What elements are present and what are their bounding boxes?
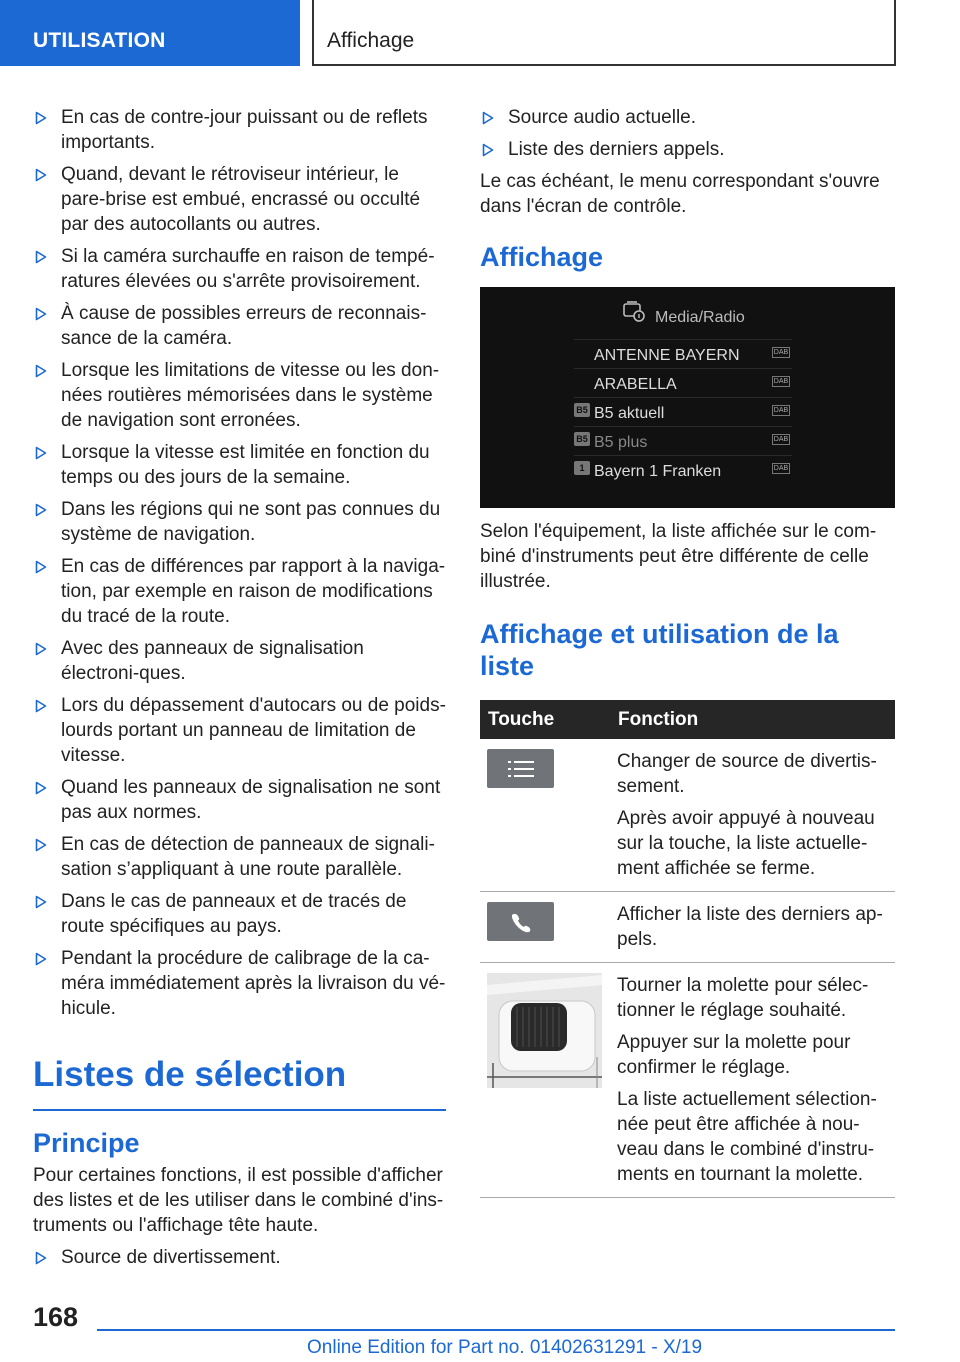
station-logo: 1 (574, 461, 590, 475)
table-row (480, 892, 895, 963)
media-radio-icon (622, 301, 646, 323)
triangle-bullet-icon (35, 307, 47, 321)
function-text: Après avoir appuyé à nouveau sur la touche, la liste actuelle-ment affichée se ferme. (617, 808, 875, 879)
page-number: 168 (33, 1302, 79, 1332)
bullet-item (33, 1245, 446, 1270)
bullet-text: Si la caméra surchauffe en raison de tempé-ratures élevées ou s'arrête provisoirement. (61, 246, 435, 292)
phone-icon (508, 911, 534, 933)
function-text: Tourner la molette pour sélec-tionner le réglage souhaité. (617, 975, 869, 1021)
bullet-text: Liste des derniers appels. (508, 139, 725, 160)
station-row (574, 339, 792, 365)
bullet-item (33, 358, 446, 433)
controller-knob-image (487, 973, 602, 1088)
phone-button (487, 902, 554, 941)
bullet-text: En cas de contre-jour puissant ou de reflets importants. (61, 107, 428, 153)
bullet-item (33, 946, 446, 1021)
left-column (33, 105, 446, 1277)
station-name: B5 aktuell (594, 405, 665, 422)
list-button (487, 749, 554, 788)
menu-note: Le cas échéant, le menu correspondant s'ouvre dans l'écran de contrôle. (480, 171, 880, 217)
footer-divider (97, 1329, 895, 1331)
bullet-text: Avec des panneaux de signalisation électroni-ques. (61, 638, 364, 684)
list-icon (506, 758, 536, 780)
table-cell-key (480, 739, 610, 892)
bullet-text: Lorsque les limitations de vitesse ou les don-nées routières mémorisées dans le système de navigation sont erronées. (61, 360, 440, 431)
bullet-text: Lors du dépassement d'autocars ou de poids-lourds portant un panneau de limitation de vitesse. (61, 695, 446, 766)
bullet-item (33, 693, 446, 768)
function-text: Changer de source de divertis-sement. (617, 751, 877, 797)
table-cell-key (480, 892, 610, 963)
station-row (574, 368, 792, 394)
table-cell-function (610, 892, 895, 963)
subheading-principe: Principe (33, 1128, 140, 1158)
header-title-box (312, 0, 896, 66)
bullet-item (33, 162, 446, 237)
triangle-bullet-icon (482, 111, 494, 125)
triangle-bullet-icon (35, 699, 47, 713)
left-bullet-list-bottom (33, 1245, 446, 1270)
principe-paragraph: Pour certaines fonctions, il est possible d'afficher des listes et de les utiliser dans le combiné d'ins-truments ou l'affichage tête haute. (33, 1165, 444, 1236)
header-title: Affichage (327, 29, 415, 52)
bullet-item (33, 301, 446, 351)
triangle-bullet-icon (35, 1251, 47, 1265)
table-row (480, 739, 895, 892)
bullet-item (33, 554, 446, 629)
bullet-item (33, 244, 446, 294)
bullet-text: Quand, devant le rétroviseur intérieur, le pare-brise est embué, encrassé ou occulté par des autocollants ou autres. (61, 164, 421, 235)
station-name: Bayern 1 Franken (594, 463, 722, 480)
bullet-text: Source audio actuelle. (508, 107, 697, 128)
bullet-text: Quand les panneaux de signalisation ne sont pas aux normes. (61, 777, 441, 823)
dab-badge: DAB (773, 436, 789, 443)
triangle-bullet-icon (35, 446, 47, 460)
function-text: Appuyer sur la molette pour confirmer le réglage. (617, 1032, 851, 1078)
station-name: ANTENNE BAYERN (594, 347, 740, 364)
station-logo: B5 (574, 432, 590, 446)
triangle-bullet-icon (35, 364, 47, 378)
bullet-text: Lorsque la vitesse est limitée en fonction du temps ou des jours de la semaine. (61, 442, 430, 488)
table-cell-function (610, 739, 895, 892)
table-header-row (480, 700, 895, 739)
screen-title: Media/Radio (655, 309, 745, 326)
station-logo: B5 (574, 403, 590, 417)
bullet-item (33, 497, 446, 547)
bullet-item (33, 636, 446, 686)
bullet-text: Dans les régions qui ne sont pas connues du système de navigation. (61, 499, 441, 545)
station-row (574, 426, 792, 452)
table-cell-function (610, 963, 895, 1198)
station-row (574, 397, 792, 423)
triangle-bullet-icon (35, 560, 47, 574)
triangle-bullet-icon (35, 250, 47, 264)
bullet-text: À cause de possibles erreurs de reconnais-sance de la caméra. (61, 303, 427, 349)
triangle-bullet-icon (35, 952, 47, 966)
bullet-item (33, 775, 446, 825)
left-bullet-list (33, 105, 446, 1021)
station-name: ARABELLA (594, 376, 677, 393)
bullet-text: En cas de différences par rapport à la naviga-tion, par exemple en raison de modifications du tracé de la route. (61, 556, 446, 627)
footer-edition-text: Online Edition for Part no. 01402631291 - X/19 (307, 1337, 703, 1358)
triangle-bullet-icon (35, 642, 47, 656)
table-row (480, 963, 895, 1198)
triangle-bullet-icon (35, 168, 47, 182)
triangle-bullet-icon (35, 895, 47, 909)
table-cell-key (480, 963, 610, 1198)
table-header-fonction: Fonction (610, 700, 895, 739)
bullet-item (33, 105, 446, 155)
dab-badge: DAB (773, 378, 789, 385)
triangle-bullet-icon (35, 838, 47, 852)
table-header-touche: Touche (480, 700, 610, 739)
bullet-text: Source de divertissement. (61, 1247, 281, 1268)
triangle-bullet-icon (482, 143, 494, 157)
dab-badge: DAB (773, 349, 789, 356)
bullet-text: Pendant la procédure de calibrage de la ca-méra immédiatement après la livraison du vé-hicule. (61, 948, 446, 1019)
function-table (480, 700, 895, 1198)
function-text: La liste actuellement sélection-née peut être affichée à nou-veau dans le combiné d'instru-ments en tournant la molette. (617, 1089, 877, 1185)
bullet-text: En cas de détection de panneaux de signali-sation s’appliquant à une route parallèle. (61, 834, 435, 880)
heading-affichage: Affichage (480, 242, 604, 272)
header-section-label: UTILISATION (33, 29, 166, 52)
heading-affichage-liste: Affichage et utilisation de la liste (480, 619, 839, 681)
right-column (480, 105, 895, 1198)
bullet-item (480, 105, 895, 130)
station-row (574, 455, 792, 481)
dab-badge: DAB (773, 465, 789, 472)
station-name: B5 plus (594, 434, 648, 451)
image-caption: Selon l'équipement, la liste affichée sur le com-biné d'instruments peut être différente de celle illustrée. (480, 521, 877, 592)
bullet-item (33, 832, 446, 882)
bullet-item (33, 889, 446, 939)
header-section-tab (0, 0, 300, 66)
dab-badge: DAB (773, 407, 789, 414)
section-heading: Listes de sélection (33, 1055, 446, 1111)
right-bullet-list (480, 105, 895, 162)
triangle-bullet-icon (35, 781, 47, 795)
triangle-bullet-icon (35, 111, 47, 125)
triangle-bullet-icon (35, 503, 47, 517)
bullet-item (480, 137, 895, 162)
bullet-item (33, 440, 446, 490)
media-radio-screen-image (480, 287, 895, 508)
controller-knob-icon (487, 973, 602, 1088)
bullet-text: Dans le cas de panneaux et de tracés de route spécifiques au pays. (61, 891, 407, 937)
function-text: Afficher la liste des derniers ap-pels. (617, 904, 883, 950)
